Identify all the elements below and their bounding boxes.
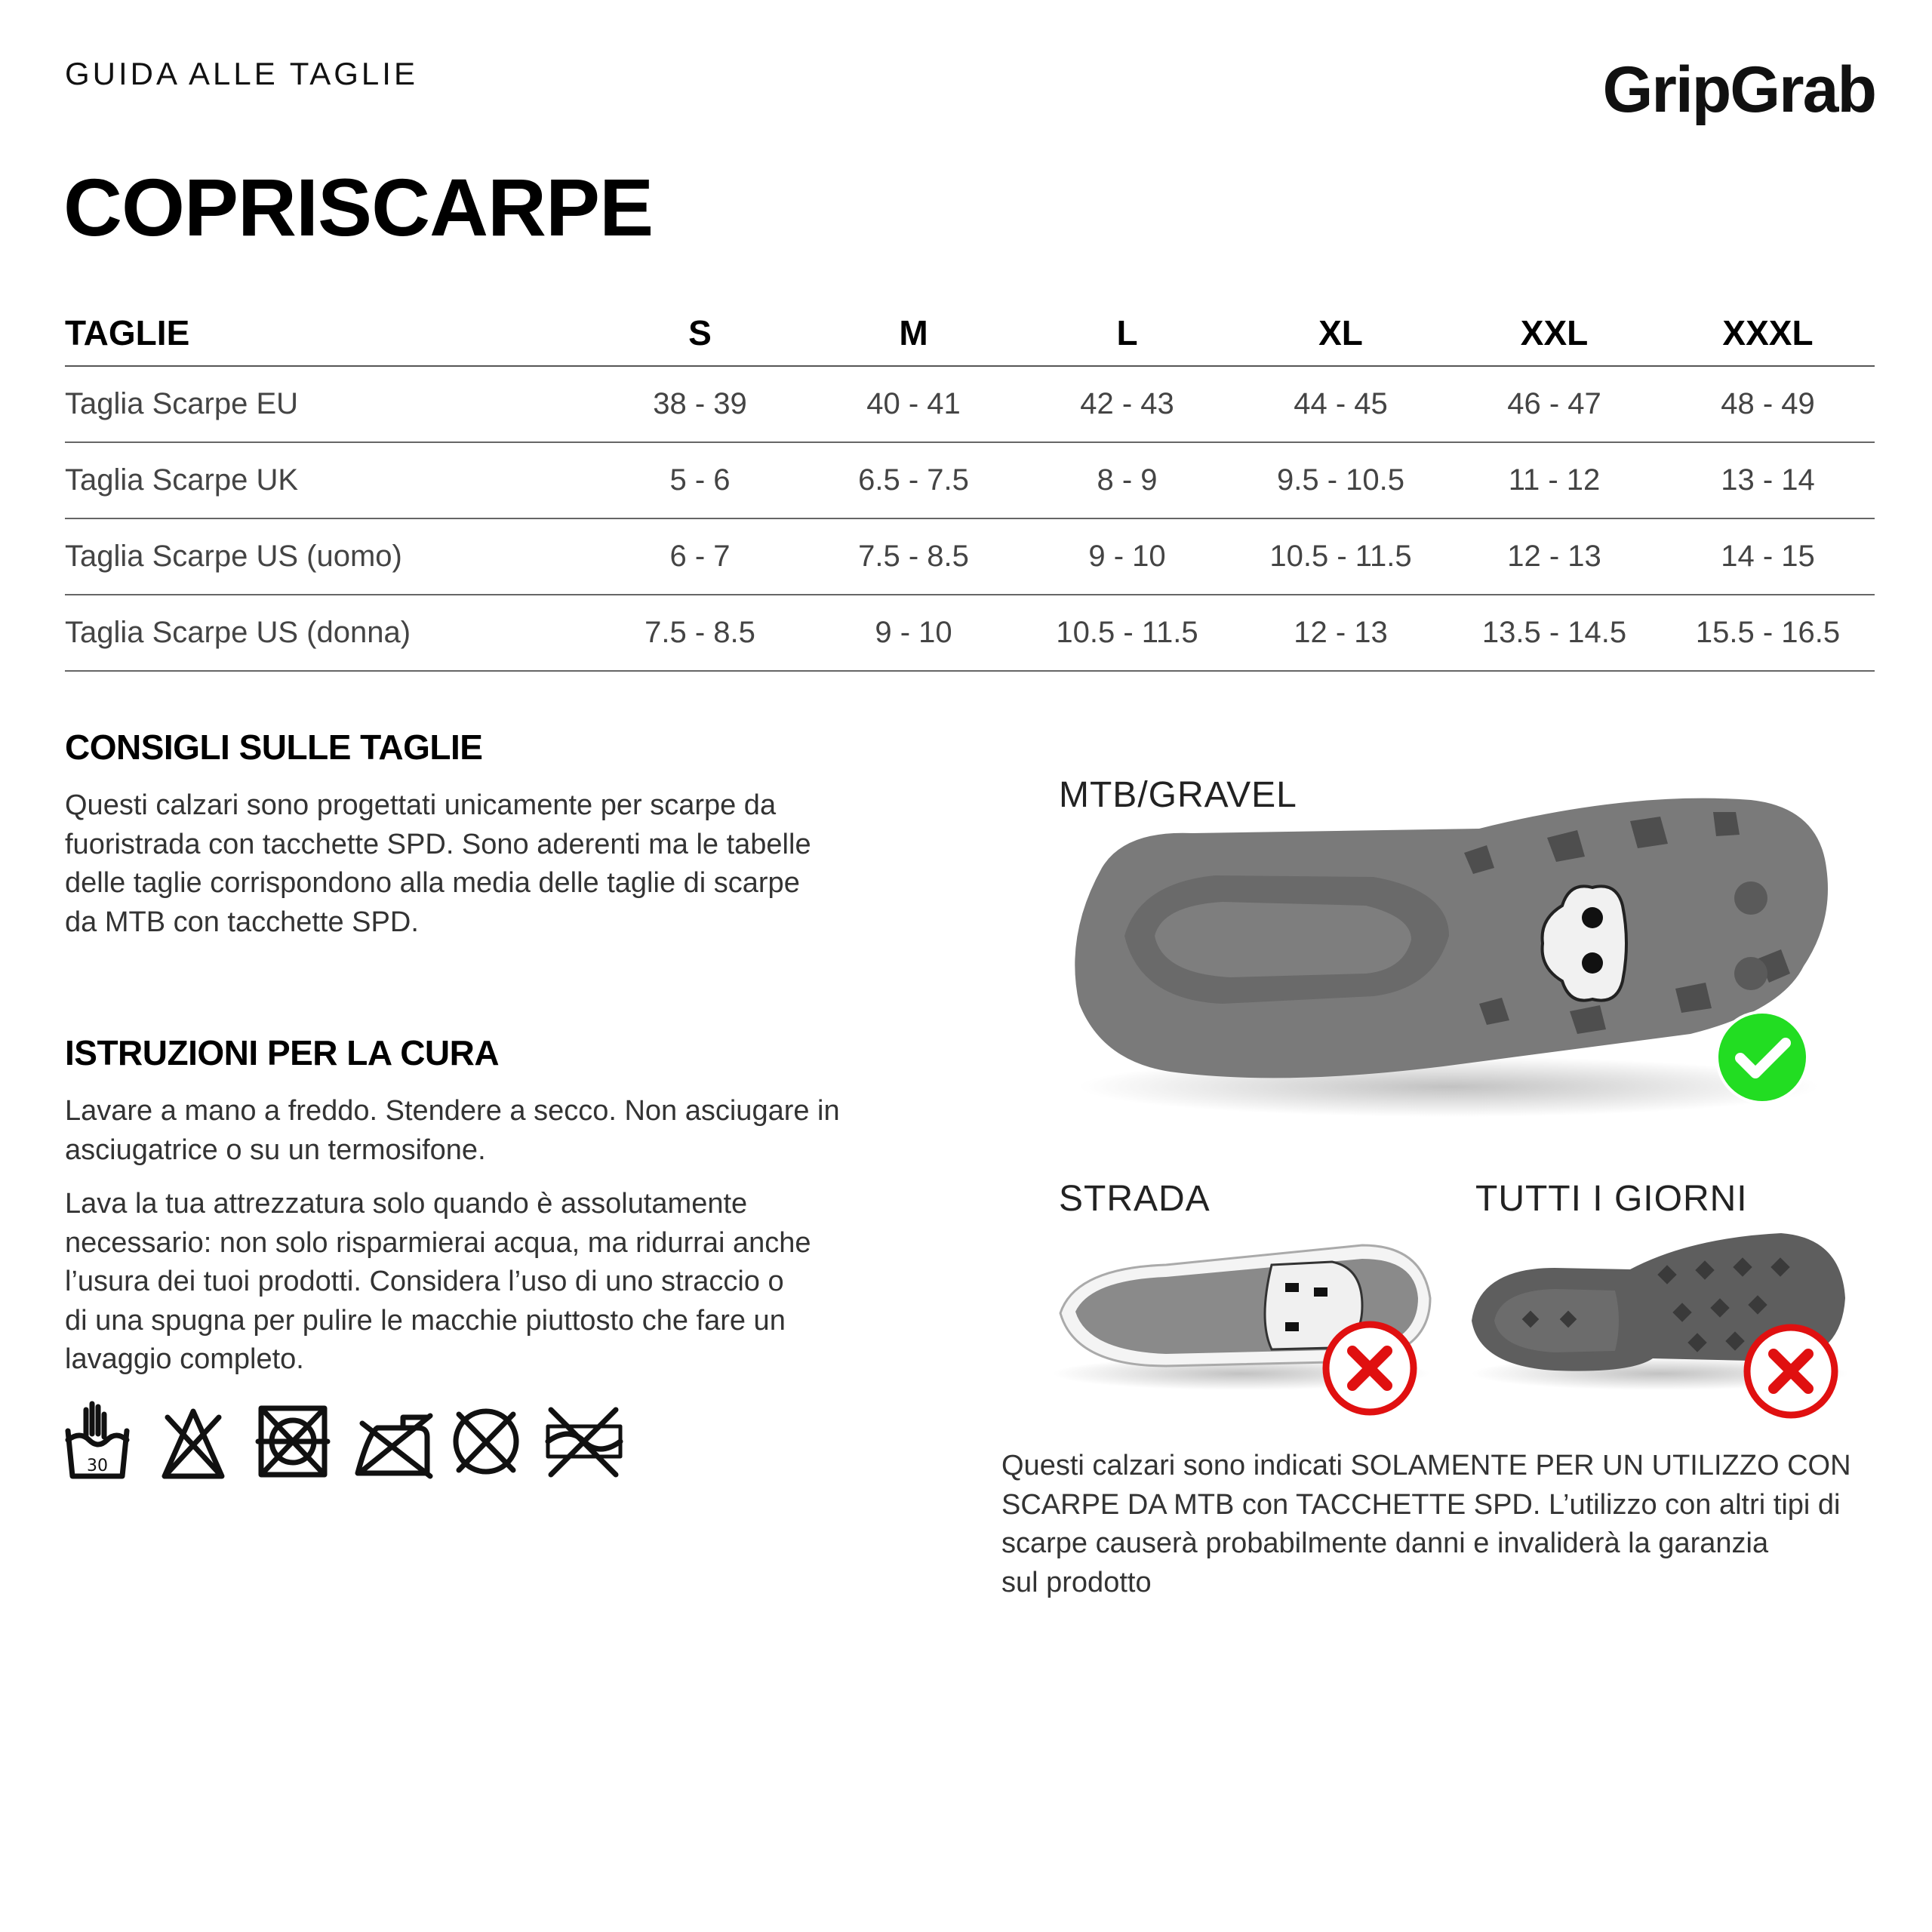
care-line: asciugatrice o su un termosifone.: [65, 1134, 486, 1166]
table-cell: 5 - 6: [593, 442, 807, 518]
table-cell: 6.5 - 7.5: [807, 442, 1020, 518]
table-cell: 9 - 10: [807, 595, 1020, 671]
do-not-bleach-icon: [165, 1411, 222, 1476]
table-row: [65, 366, 1875, 442]
compatibility-note: [1001, 1447, 1892, 1602]
size-table-header: [65, 300, 1875, 366]
table-cell: 15.5 - 16.5: [1661, 595, 1875, 671]
column-header-xxxl: XXXL: [1661, 300, 1875, 366]
table-cell: 44 - 45: [1234, 366, 1447, 442]
do-not-wring-icon: [548, 1410, 620, 1475]
table-cell: 7.5 - 8.5: [593, 595, 807, 671]
table-cell: 42 - 43: [1020, 366, 1234, 442]
guide-subtitle: GUIDA ALLE TAGLIE: [65, 56, 418, 91]
everyday-label: TUTTI I GIORNI: [1475, 1179, 1748, 1219]
note-line: Questi calzari sono indicati SOLAMENTE PER UN UTILIZZO CON: [1001, 1450, 1851, 1481]
sizing-advice-line: Questi calzari sono progettati unicamente per scarpe da: [65, 789, 777, 821]
column-header-sizes: TAGLIE: [65, 300, 593, 366]
wash-temperature: 30: [87, 1457, 108, 1475]
note-line: SCARPE DA MTB con TACCHETTE SPD. L’utilizzo con altri tipi di: [1001, 1488, 1841, 1521]
table-cell: 48 - 49: [1661, 366, 1875, 442]
care-line: l’usura dei tuoi prodotti. Considera l’uso di uno straccio o: [65, 1266, 784, 1297]
sizing-advice-line: da MTB con tacchette SPD.: [65, 906, 419, 938]
table-cell: 10.5 - 11.5: [1020, 595, 1234, 671]
sizing-advice-text: [65, 786, 971, 942]
table-row: [65, 518, 1875, 595]
row-label: Taglia Scarpe UK: [65, 442, 593, 518]
care-line: Lava la tua attrezzatura solo quando è assolutamente: [65, 1188, 748, 1220]
care-line: Lavare a mano a freddo. Stendere a secco. Non asciugare in: [65, 1095, 840, 1127]
road-label: STRADA: [1059, 1179, 1211, 1219]
row-label: Taglia Scarpe EU: [65, 366, 593, 442]
care-heading: ISTRUZIONI PER LA CURA: [65, 1033, 500, 1072]
care-text-2: [65, 1185, 986, 1380]
table-cell: 12 - 13: [1234, 595, 1447, 671]
hand-wash-30-icon: [68, 1404, 127, 1476]
table-cell: 6 - 7: [593, 518, 807, 595]
road-cross-icon: [1321, 1319, 1419, 1417]
page-title: COPRISCARPE: [63, 162, 654, 253]
table-cell: 9 - 10: [1020, 518, 1234, 595]
column-header-xxl: XXL: [1447, 300, 1661, 366]
table-cell: 46 - 47: [1447, 366, 1661, 442]
table-cell: 13 - 14: [1661, 442, 1875, 518]
size-table: [65, 300, 1875, 672]
table-cell: 40 - 41: [807, 366, 1020, 442]
sizing-advice-heading: CONSIGLI SULLE TAGLIE: [65, 728, 483, 767]
brand-logo: GripGrab: [1602, 54, 1875, 126]
care-line: di una spugna per pulire le macchie piuttosto che fare un: [65, 1304, 786, 1337]
table-cell: 13.5 - 14.5: [1447, 595, 1661, 671]
table-cell: 14 - 15: [1661, 518, 1875, 595]
table-cell: 38 - 39: [593, 366, 807, 442]
table-cell: 8 - 9: [1020, 442, 1234, 518]
sizing-advice-line: delle taglie corrispondono alla media delle taglie di scarpe: [65, 867, 800, 899]
care-line: lavaggio completo.: [65, 1343, 304, 1375]
table-row: [65, 595, 1875, 671]
note-line: sul prodotto: [1001, 1566, 1152, 1598]
column-header-m: M: [807, 300, 1020, 366]
table-cell: 7.5 - 8.5: [807, 518, 1020, 595]
column-header-xl: XL: [1234, 300, 1447, 366]
table-cell: 12 - 13: [1447, 518, 1661, 595]
care-line: necessario: non solo risparmierai acqua, ma ridurrai anche: [65, 1226, 811, 1259]
column-header-s: S: [593, 300, 807, 366]
care-icons: [65, 1401, 638, 1484]
do-not-tumble-dry-icon: [258, 1408, 328, 1475]
mtb-gravel-label: MTB/GRAVEL: [1059, 775, 1297, 815]
column-header-l: L: [1020, 300, 1234, 366]
everyday-cross-icon: [1742, 1322, 1840, 1420]
do-not-iron-icon: [358, 1416, 430, 1476]
table-cell: 11 - 12: [1447, 442, 1661, 518]
table-cell: 9.5 - 10.5: [1234, 442, 1447, 518]
table-row: [65, 442, 1875, 518]
care-text-1: [65, 1092, 986, 1170]
row-label: Taglia Scarpe US (donna): [65, 595, 593, 671]
note-line: scarpe causerà probabilmente danni e invaliderà la garanzia: [1001, 1527, 1769, 1559]
table-cell: 10.5 - 11.5: [1234, 518, 1447, 595]
do-not-dry-clean-icon: [456, 1411, 516, 1472]
sizing-advice-line: fuoristrada con tacchette SPD. Sono aderenti ma le tabelle: [65, 828, 811, 860]
check-icon: [1713, 1008, 1811, 1106]
row-label: Taglia Scarpe US (uomo): [65, 518, 593, 595]
